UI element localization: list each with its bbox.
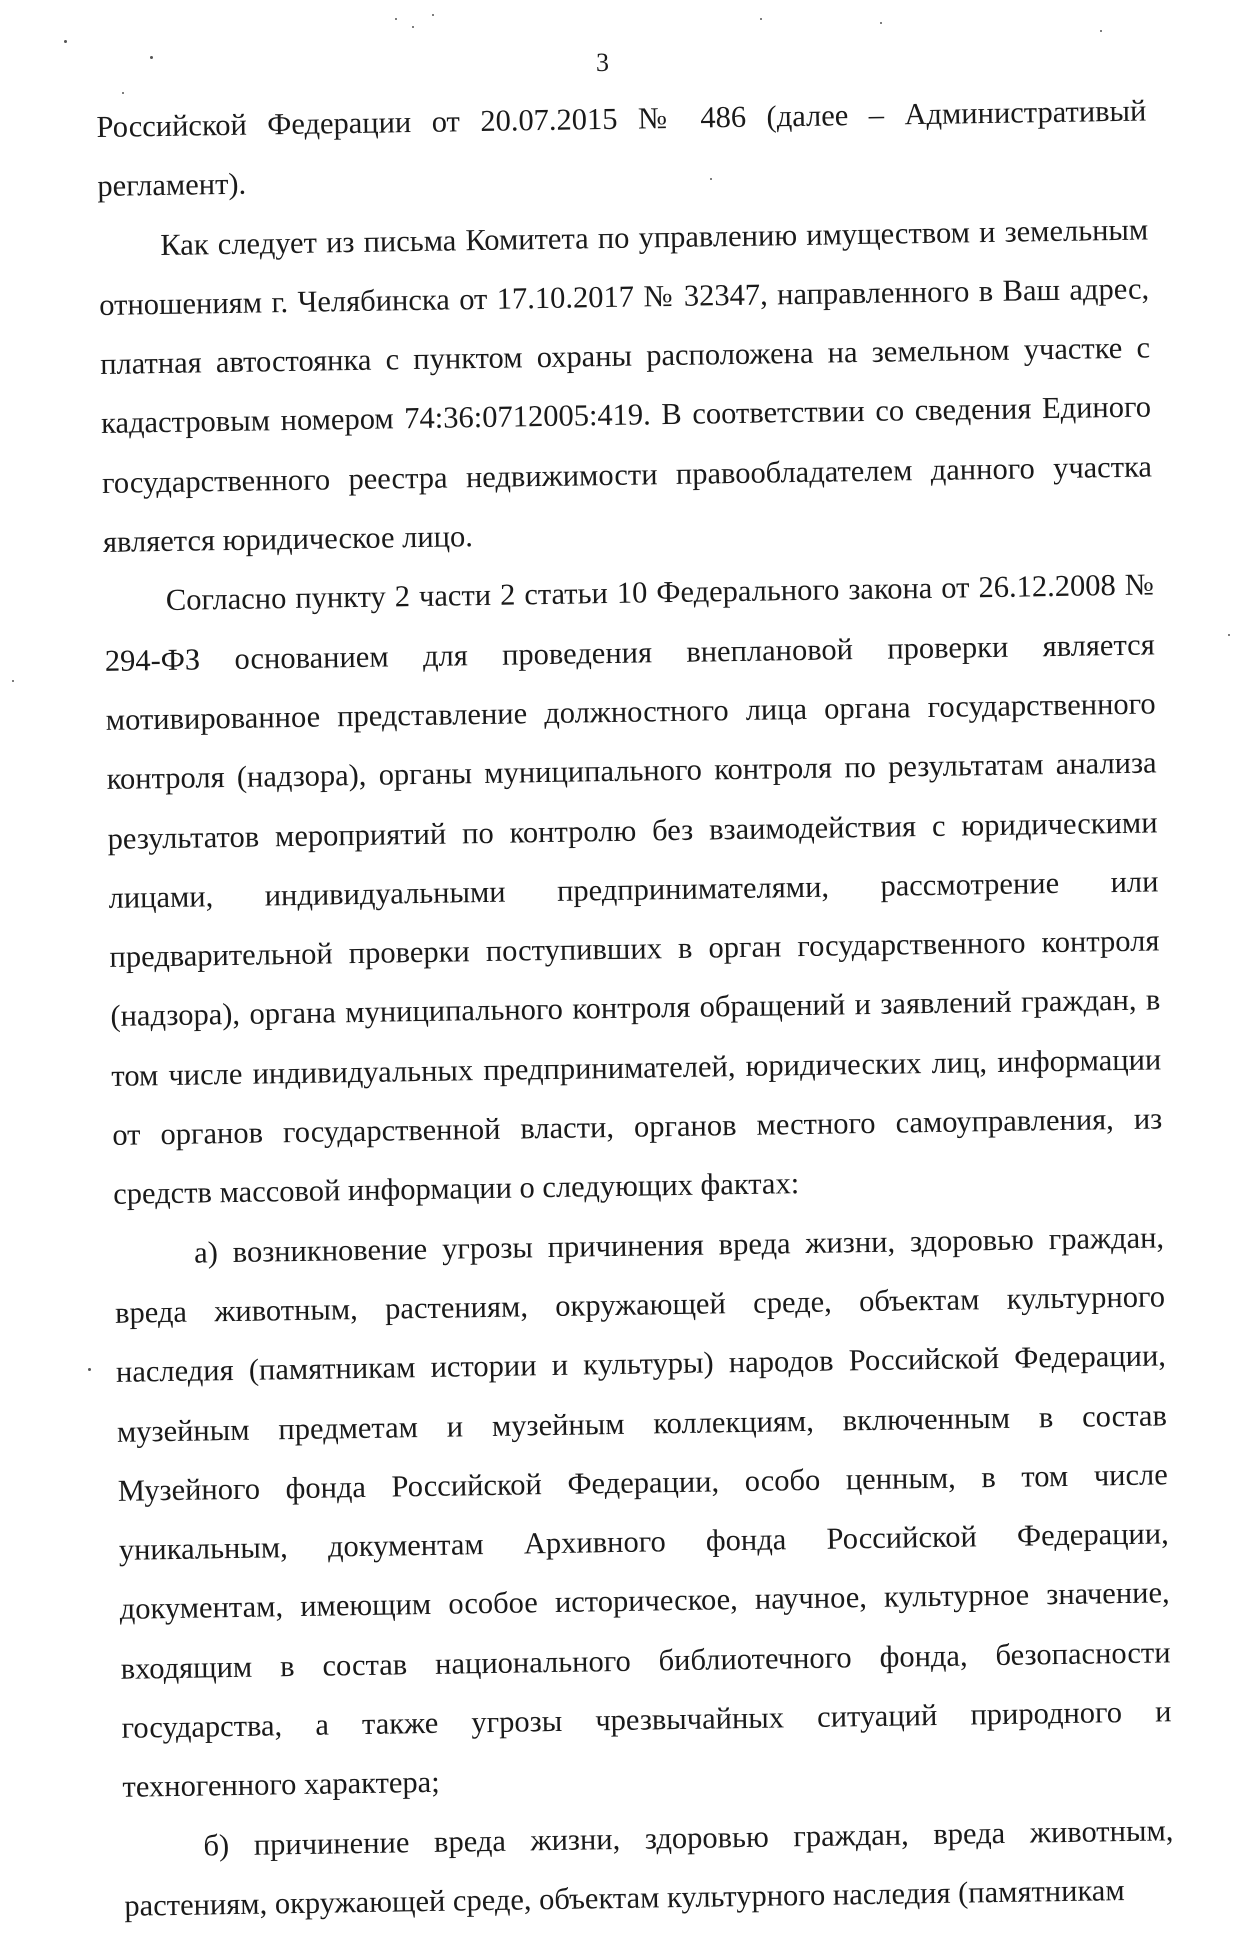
document-body xyxy=(96,82,1175,1936)
scan-speck xyxy=(150,56,153,59)
scan-speck xyxy=(64,40,67,43)
paragraph-regulation-reference: Российской Федерации от 20.07.2015 № 486 (далее – Административый регламент). xyxy=(96,93,1147,204)
scan-speck xyxy=(122,92,124,94)
list-item-b: б) причинение вреда жизни, здоровью граждан, вреда животным, растениям, окружающей среде, объектам культурного наследия (памятникам xyxy=(124,1812,1174,1923)
scan-speck xyxy=(395,18,397,20)
scan-speck xyxy=(1228,634,1230,636)
list-item-a: а) возникновение угрозы причинения вреда жизни, здоровью граждан, вреда животным, растениям, окружающей среде, объектам культурного наследия (памятникам истории и культуры) народов Российской Федерации, музейным предметам и музейным коллекциям, включенным в состав Музейного фонда Российской Федерации, особо ценным, в том числе уникальным, документам Архивного фонда Российской Федерации, документам, имеющим особое историческое, научное, культурное значение, входящим в состав национального библиотечного фонда, безопасности государства, а также угрозы чрезвычайных ситуаций природного и техногенного характера; xyxy=(114,1220,1172,1805)
paragraph-committee-letter: Как следует из письма Комитета по управлению имуществом и земельным отношениям г. Челябинска от 17.10.2017 № 32347, направленного в Ваш адрес, платная автостоянка с пунктом охраны расположена на земельном участке с кадастровым номером 74:36:0712005:419. В соответствии со сведения Единого государственного реестра недвижимости правообладателем данного участка является юридическое лицо. xyxy=(98,212,1153,560)
scan-speck xyxy=(412,26,414,28)
scan-speck xyxy=(760,18,762,20)
scan-speck xyxy=(1100,30,1102,32)
scan-speck xyxy=(88,1368,91,1371)
scan-speck xyxy=(432,14,434,16)
page-number: 3 xyxy=(596,48,609,77)
paragraph-federal-law: Согласно пункту 2 части 2 статьи 10 Федерального закона от 26.12.2008 № 294-ФЗ основанием для проведения внеплановой проверки является мотивированное представление должностного лица органа государственного контроля (надзора), органы муниципального контроля по результатам анализа результатов мероприятий по контролю без взаимодействия с юридическими лицами, индивидуальными предпринимателями, рассмотрение или предварительной проверки поступивших в орган государственного контроля (надзора), органа муниципального контроля обращений и заявлений граждан, в том числе индивидуальных предпринимателей, юридических лиц, информации от органов государственной власти, органов местного самоуправления, из средств массовой информации о следующих фактах: xyxy=(104,567,1163,1212)
scan-speck xyxy=(880,22,882,24)
scan-speck xyxy=(12,680,14,682)
